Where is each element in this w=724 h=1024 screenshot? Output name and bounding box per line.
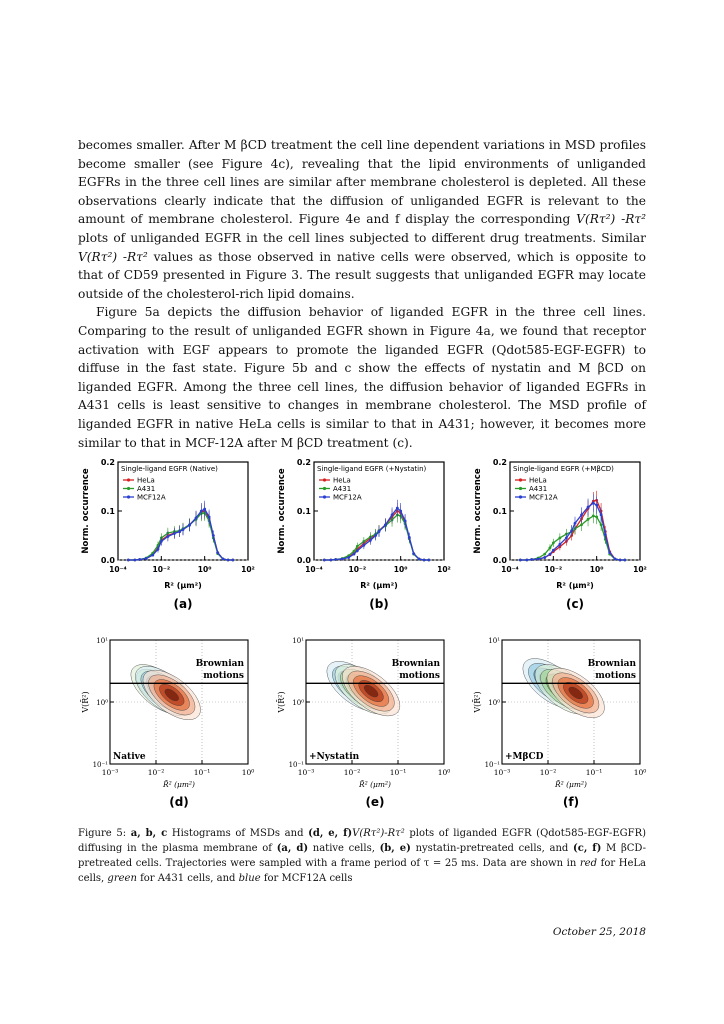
legend-label-mcf12a: MCF12A bbox=[529, 493, 558, 502]
data-point bbox=[619, 559, 622, 562]
data-point bbox=[537, 558, 540, 561]
panel-label: (d) bbox=[169, 795, 189, 809]
x-tick-label: 10⁻² bbox=[152, 565, 171, 574]
data-point bbox=[423, 559, 426, 562]
histogram-chart-c bbox=[470, 452, 650, 627]
region-label-line-1: Brownian bbox=[587, 659, 636, 669]
data-point bbox=[549, 553, 552, 556]
y-tick-label: 0.2 bbox=[100, 458, 115, 467]
x-tick-label: 10⁻¹ bbox=[193, 768, 211, 777]
region-label-line-2: motions bbox=[203, 671, 244, 681]
y-tick-label: 10⁰ bbox=[96, 699, 108, 707]
x-tick-label: 10⁰ bbox=[393, 565, 408, 574]
data-point bbox=[216, 551, 219, 554]
x-tick-label: 10⁻⁴ bbox=[501, 565, 519, 574]
legend-label-hela: HeLa bbox=[333, 476, 351, 485]
caption-text-d: plots of liganded EGFR (Qdot585-EGF-EGFR) diffusing in the plasma membrane of bbox=[78, 828, 647, 854]
data-point bbox=[396, 507, 399, 510]
paragraph-1-text: becomes smaller. After M βCD treatment the cell line dependent variations in MSD profiles become smaller (see Figure 4c), revealing that the lipid environments of unliganded EGFRs in the three cell lines are similar after membrane cholesterol is depleted. All these observations clearly indicate that the diffusion of unliganded EGFR is relevant to the amount of membrane cholesterol. Figure 4e and f display the corresponding bbox=[78, 138, 646, 227]
data-point bbox=[341, 558, 344, 561]
region-label-line-1: Brownian bbox=[391, 659, 440, 669]
legend-marker-hela bbox=[323, 478, 326, 481]
x-axis-label: R̄² (μm²) bbox=[359, 780, 391, 789]
data-point bbox=[362, 544, 365, 547]
panel-f bbox=[470, 632, 650, 817]
chart-title: Single-ligand EGFR (+MβCD) bbox=[513, 465, 614, 473]
data-point bbox=[592, 515, 595, 518]
data-point bbox=[127, 559, 130, 562]
caption-cf: (c, f) bbox=[573, 843, 602, 854]
panel-label: (f) bbox=[562, 795, 580, 809]
condition-annotation: +MβCD bbox=[505, 752, 544, 762]
data-point bbox=[347, 556, 350, 559]
contour-chart-d bbox=[78, 632, 258, 817]
data-point bbox=[600, 523, 603, 526]
data-point bbox=[408, 536, 411, 539]
caption-text-b: Histograms of MSDs and bbox=[171, 828, 304, 839]
data-point bbox=[600, 514, 603, 517]
legend-label-mcf12a: MCF12A bbox=[137, 493, 166, 502]
region-label-line-2: motions bbox=[399, 671, 440, 681]
caption-be: (b, e) bbox=[379, 843, 411, 854]
paragraph-1-text-b: plots of unliganded EGFR in the cell lines subjected to different drug treatments. Similar bbox=[78, 230, 646, 245]
chart-title: Single-ligand EGFR (Native) bbox=[121, 465, 218, 473]
y-tick-label: 10⁻¹ bbox=[92, 761, 108, 769]
x-tick-label: 10⁻⁴ bbox=[109, 565, 127, 574]
paragraph-1-text-c: values as those observed in native cells were observed, which is opposite to that of CD59 presented in Figure 3. The result suggests that unliganded EGFR may locate outside of the cholesterol-rich lipid domains. bbox=[78, 249, 646, 301]
legend-label-a431: A431 bbox=[529, 485, 548, 493]
data-point bbox=[227, 559, 230, 562]
x-tick-label: 10⁰ bbox=[197, 565, 212, 574]
figure-row-histograms bbox=[78, 452, 646, 627]
x-axis-label: R² (μm²) bbox=[164, 581, 202, 590]
data-point bbox=[222, 558, 225, 561]
y-tick-label: 10⁰ bbox=[292, 699, 304, 707]
y-tick-label: 0.1 bbox=[100, 507, 115, 516]
y-tick-label: 0.2 bbox=[296, 458, 311, 467]
data-point bbox=[543, 553, 546, 556]
data-point bbox=[200, 510, 203, 513]
y-tick-label: 0.1 bbox=[492, 507, 507, 516]
data-point bbox=[356, 549, 359, 552]
legend-marker-mcf12a bbox=[323, 495, 326, 498]
panel-c bbox=[470, 452, 650, 627]
data-point bbox=[565, 537, 568, 540]
panel-label: (c) bbox=[565, 597, 585, 611]
x-tick-label: 10⁻² bbox=[539, 768, 557, 777]
data-point bbox=[418, 558, 421, 561]
y-tick-label: 0.0 bbox=[492, 556, 507, 565]
legend-marker-mcf12a bbox=[519, 495, 522, 498]
data-point bbox=[160, 540, 163, 543]
data-point bbox=[157, 548, 160, 551]
data-point bbox=[166, 535, 169, 538]
legend-label-a431: A431 bbox=[333, 485, 352, 493]
formula-v-r-tau-2: V(Rτ²) -Rτ² bbox=[78, 249, 148, 264]
x-axis-label: R̄² (μm²) bbox=[163, 780, 195, 789]
data-point bbox=[138, 558, 141, 561]
histogram-chart-a bbox=[78, 452, 258, 627]
data-point bbox=[412, 552, 415, 555]
caption-blue: blue bbox=[238, 873, 261, 884]
caption-def: (d, e, f) bbox=[308, 828, 353, 839]
y-tick-label: 10⁰ bbox=[488, 699, 500, 707]
condition-annotation: Native bbox=[113, 752, 146, 762]
figure-row-contours bbox=[78, 632, 646, 817]
region-label-line-1: Brownian bbox=[195, 659, 244, 669]
caption-text-k: for HeLa cells, bbox=[78, 858, 646, 884]
y-tick-label: 10¹ bbox=[96, 637, 108, 645]
data-point bbox=[399, 510, 402, 513]
panel-label: (a) bbox=[173, 597, 193, 611]
y-tick-label: 0.0 bbox=[100, 556, 115, 565]
data-point bbox=[203, 508, 206, 511]
data-point bbox=[595, 504, 598, 507]
data-point bbox=[558, 537, 561, 540]
x-tick-label: 10⁰ bbox=[633, 768, 647, 777]
chart-title: Single-ligand EGFR (+Nystatin) bbox=[317, 465, 427, 473]
y-axis-label: Norm. occurrence bbox=[473, 468, 483, 554]
data-point bbox=[404, 519, 407, 522]
x-tick-label: 10⁻² bbox=[544, 565, 563, 574]
x-tick-label: 10² bbox=[437, 565, 451, 574]
data-point bbox=[323, 559, 326, 562]
legend-marker-a431 bbox=[323, 487, 326, 490]
y-tick-label: 10¹ bbox=[292, 637, 304, 645]
histogram-chart-b bbox=[274, 452, 454, 627]
legend-marker-a431 bbox=[519, 487, 522, 490]
y-tick-label: 10⁻¹ bbox=[288, 761, 304, 769]
data-point bbox=[369, 539, 372, 542]
data-point bbox=[182, 528, 185, 531]
legend-marker-hela bbox=[519, 478, 522, 481]
data-point bbox=[391, 514, 394, 517]
condition-annotation: +Nystatin bbox=[309, 752, 360, 762]
y-tick-label: 10¹ bbox=[488, 637, 500, 645]
data-point bbox=[552, 549, 555, 552]
y-tick-label: 0.1 bbox=[296, 507, 311, 516]
data-point bbox=[570, 529, 573, 532]
data-point bbox=[587, 518, 590, 521]
panel-d bbox=[78, 632, 258, 817]
data-point bbox=[543, 556, 546, 559]
formula-v-r-tau-1: V(Rτ²) -Rτ² bbox=[576, 212, 647, 227]
legend-label-mcf12a: MCF12A bbox=[333, 493, 362, 502]
panel-a bbox=[78, 452, 258, 627]
panel-e bbox=[274, 632, 454, 817]
figure-caption bbox=[78, 826, 646, 886]
x-tick-label: 10⁻² bbox=[147, 768, 165, 777]
data-point bbox=[614, 558, 617, 561]
caption-text-m: for MCF12A cells bbox=[263, 873, 353, 884]
data-point bbox=[356, 545, 359, 548]
data-point bbox=[151, 554, 154, 557]
series-line-mcf12a bbox=[324, 508, 429, 560]
data-point bbox=[608, 551, 611, 554]
panel-b bbox=[274, 452, 454, 627]
data-point bbox=[374, 534, 377, 537]
data-point bbox=[231, 559, 234, 562]
region-label-line-2: motions bbox=[595, 671, 636, 681]
data-point bbox=[208, 515, 211, 518]
data-point bbox=[145, 557, 148, 560]
legend-label-a431: A431 bbox=[137, 485, 156, 493]
page-date: October 25, 2018 bbox=[552, 926, 646, 938]
legend-label-hela: HeLa bbox=[137, 476, 155, 485]
data-point bbox=[188, 524, 191, 527]
caption-text-f: native cells, bbox=[312, 843, 375, 854]
data-point bbox=[173, 532, 176, 535]
x-axis-label: R² (μm²) bbox=[360, 581, 398, 590]
data-point bbox=[587, 506, 590, 509]
legend-marker-mcf12a bbox=[127, 495, 130, 498]
data-point bbox=[384, 523, 387, 526]
data-point bbox=[549, 546, 552, 549]
data-point bbox=[595, 515, 598, 518]
data-point bbox=[530, 558, 533, 561]
x-tick-label: 10⁻³ bbox=[297, 768, 315, 777]
data-point bbox=[427, 559, 430, 562]
data-point bbox=[178, 530, 181, 533]
caption-label: Figure 5: bbox=[78, 828, 127, 839]
data-point bbox=[574, 522, 577, 525]
body-text bbox=[78, 136, 646, 452]
x-tick-label: 10⁻⁴ bbox=[305, 565, 323, 574]
panel-label: (e) bbox=[365, 795, 385, 809]
data-point bbox=[558, 543, 561, 546]
caption-abc: a, b, c bbox=[130, 828, 168, 839]
caption-text-h: nystatin-pretreated cells, and bbox=[415, 843, 569, 854]
y-tick-label: 0.0 bbox=[296, 556, 311, 565]
x-tick-label: 10² bbox=[633, 565, 647, 574]
x-tick-label: 10⁻² bbox=[348, 565, 367, 574]
y-axis-label: V(R̄²) bbox=[277, 691, 286, 713]
data-point bbox=[334, 558, 337, 561]
contour-chart-f bbox=[470, 632, 650, 817]
x-axis-label: R² (μm²) bbox=[556, 581, 594, 590]
legend-label-hela: HeLa bbox=[529, 476, 547, 485]
data-point bbox=[378, 530, 381, 533]
legend-marker-a431 bbox=[127, 487, 130, 490]
x-tick-label: 10⁻¹ bbox=[389, 768, 407, 777]
legend-marker-hela bbox=[127, 478, 130, 481]
x-tick-label: 10⁰ bbox=[241, 768, 255, 777]
y-axis-label: Norm. occurrence bbox=[81, 468, 91, 554]
data-point bbox=[133, 559, 136, 562]
caption-text-l: for A431 cells, and bbox=[140, 873, 236, 884]
data-point bbox=[353, 553, 356, 556]
x-tick-label: 10⁻¹ bbox=[585, 768, 603, 777]
y-axis-label: V(R̄²) bbox=[81, 691, 90, 713]
caption-formula: V(Rτ²)-Rτ² bbox=[352, 828, 405, 839]
x-axis-label: R̄² (μm²) bbox=[555, 780, 587, 789]
paragraph-2: Figure 5a depicts the diffusion behavior of liganded EGFR in the three cell lines. Comparing to the result of unliganded EGFR shown in Figure 4a, we found that receptor activation with EGF appears to promote the liganded EGFR (Qdot585-EGF-EGFR) to diffuse in the fast state. Figure 5b and c show the effects of nystatin and M βCD on liganded EGFR. Among the three cell lines, the diffusion behavior of liganded EGFRs in A431 cells is least sensitive to changes in membrane cholesterol. The MSD profile of liganded EGFR in native HeLa cells is similar to that in A431; however, it becomes more similar to that in MCF-12A after M βCD treatment (c). bbox=[78, 305, 646, 450]
data-point bbox=[519, 559, 522, 562]
data-point bbox=[580, 523, 583, 526]
x-tick-label: 10⁻² bbox=[343, 768, 361, 777]
data-point bbox=[525, 559, 528, 562]
x-tick-label: 10⁻³ bbox=[493, 768, 511, 777]
data-point bbox=[552, 541, 555, 544]
x-tick-label: 10⁰ bbox=[437, 768, 451, 777]
y-axis-label: Norm. occurrence bbox=[277, 468, 287, 554]
data-point bbox=[353, 550, 356, 553]
y-tick-label: 10⁻¹ bbox=[484, 761, 500, 769]
x-tick-label: 10² bbox=[241, 565, 255, 574]
data-point bbox=[329, 559, 332, 562]
panel-label: (b) bbox=[369, 597, 389, 611]
caption-text-j: M βCD-pretreated cells. Trajectories were sampled with a frame period of τ = 25 ms. Data are shown in bbox=[78, 843, 646, 869]
contour-chart-e bbox=[274, 632, 454, 817]
caption-green: green bbox=[107, 873, 137, 884]
data-point bbox=[580, 514, 583, 517]
caption-ad: (a, d) bbox=[276, 843, 309, 854]
x-tick-label: 10⁰ bbox=[589, 565, 604, 574]
data-point bbox=[623, 559, 626, 562]
paragraph-1 bbox=[78, 136, 646, 303]
data-point bbox=[212, 534, 215, 537]
caption-red: red bbox=[579, 858, 598, 869]
data-point bbox=[195, 516, 198, 519]
y-axis-label: V(R̄²) bbox=[473, 691, 482, 713]
x-tick-label: 10⁻³ bbox=[101, 768, 119, 777]
y-tick-label: 0.2 bbox=[492, 458, 507, 467]
data-point bbox=[604, 533, 607, 536]
data-point bbox=[592, 502, 595, 505]
